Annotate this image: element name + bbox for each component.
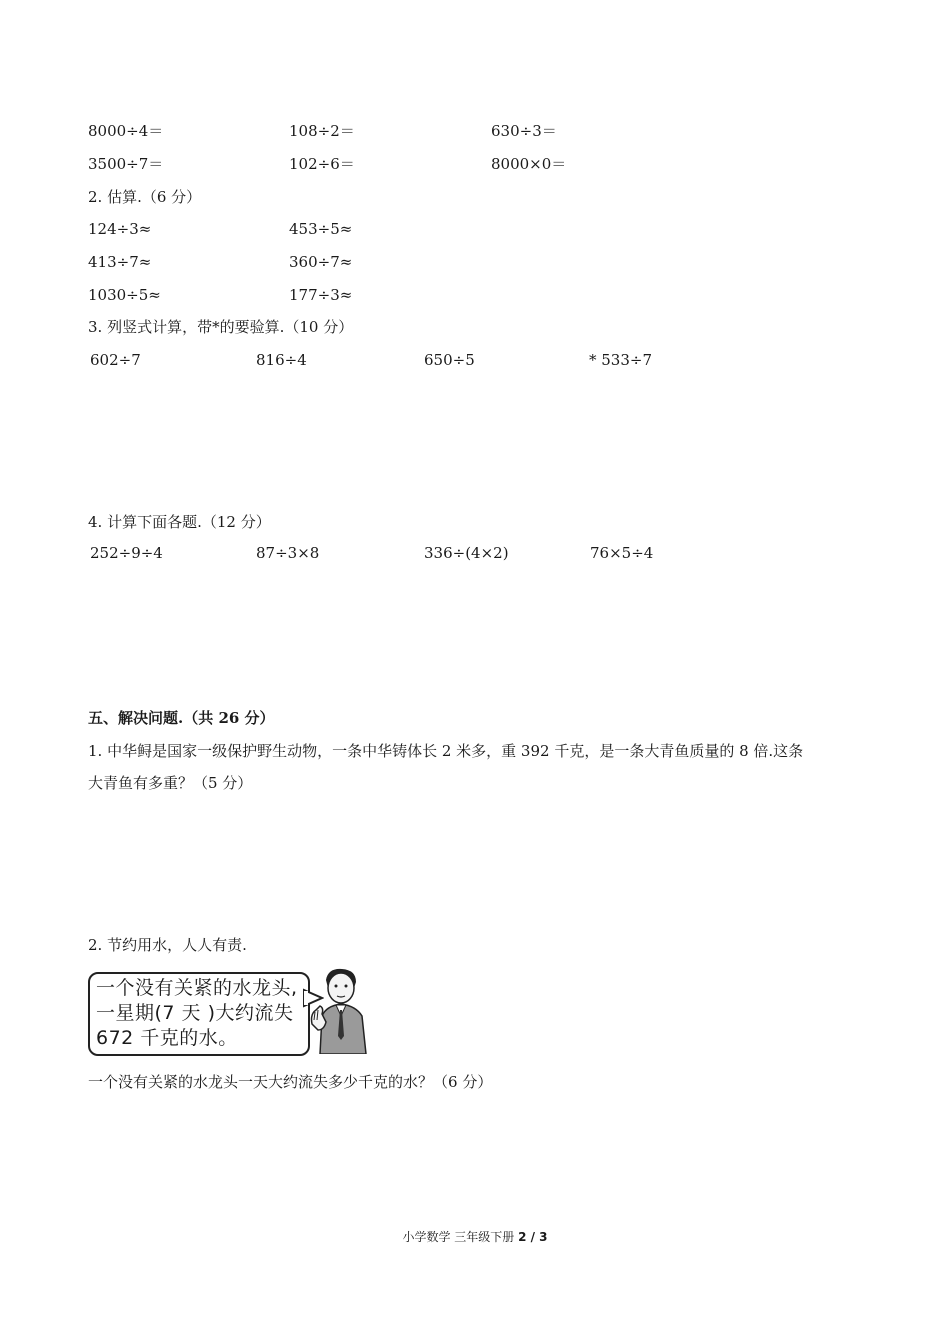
section-heading: 五、解决问题.（共 26 分） <box>88 709 275 727</box>
problem-text: 大青鱼有多重？（5 分） <box>88 774 253 792</box>
vertical-calc-item: * 533÷7 <box>589 351 653 369</box>
page-number: 2 / 3 <box>518 1230 548 1244</box>
problem-text: 1. 中华鲟是国家一级保护野生动物，一条中华铸体长 2 米多，重 392 千克，是一条大青鱼质量的 8 倍.这条 <box>88 742 804 760</box>
mixed-calc-item: 87÷3×8 <box>256 544 320 562</box>
bubble-line: 一个没有关紧的水龙头, <box>96 977 298 999</box>
question-title: 2. 节约用水，人人有责. <box>88 936 247 954</box>
mixed-calc-item: 76×5÷4 <box>590 544 654 562</box>
mixed-calc-item: 252÷9÷4 <box>90 544 163 562</box>
estimate-item: 453÷5≈ <box>289 220 353 238</box>
calc-item: 3500÷7＝ <box>88 155 164 173</box>
footer-subject: 小学数学 三年级下册 <box>402 1230 519 1244</box>
calc-item: 108÷2＝ <box>289 122 355 140</box>
estimate-item: 413÷7≈ <box>88 253 152 271</box>
speech-bubble <box>88 972 310 1056</box>
bubble-line: 一星期(7 天 )大约流失 <box>96 1002 294 1024</box>
question-title: 3. 列竖式计算，带*的要验算.（10 分） <box>88 318 354 336</box>
estimate-item: 1030÷5≈ <box>88 286 161 304</box>
question-title: 4. 计算下面各题.（12 分） <box>88 513 271 531</box>
page-footer <box>0 1228 950 1245</box>
problem-question: 一个没有关紧的水龙头一天大约流失多少千克的水？（6 分） <box>88 1073 493 1091</box>
calc-item: 630÷3＝ <box>491 122 557 140</box>
estimate-item: 360÷7≈ <box>289 253 353 271</box>
calc-item: 8000×0＝ <box>491 155 567 173</box>
estimate-item: 124÷3≈ <box>88 220 152 238</box>
vertical-calc-item: 650÷5 <box>424 351 475 369</box>
vertical-calc-item: 816÷4 <box>256 351 307 369</box>
calc-item: 102÷6＝ <box>289 155 355 173</box>
estimate-item: 177÷3≈ <box>289 286 353 304</box>
bubble-line: 672 千克的水。 <box>96 1027 238 1049</box>
calc-item: 8000÷4＝ <box>88 122 164 140</box>
vertical-calc-item: 602÷7 <box>90 351 141 369</box>
man-illustration <box>308 966 372 1054</box>
question-title: 2. 估算.（6 分） <box>88 188 202 206</box>
mixed-calc-item: 336÷(4×2) <box>424 544 509 562</box>
